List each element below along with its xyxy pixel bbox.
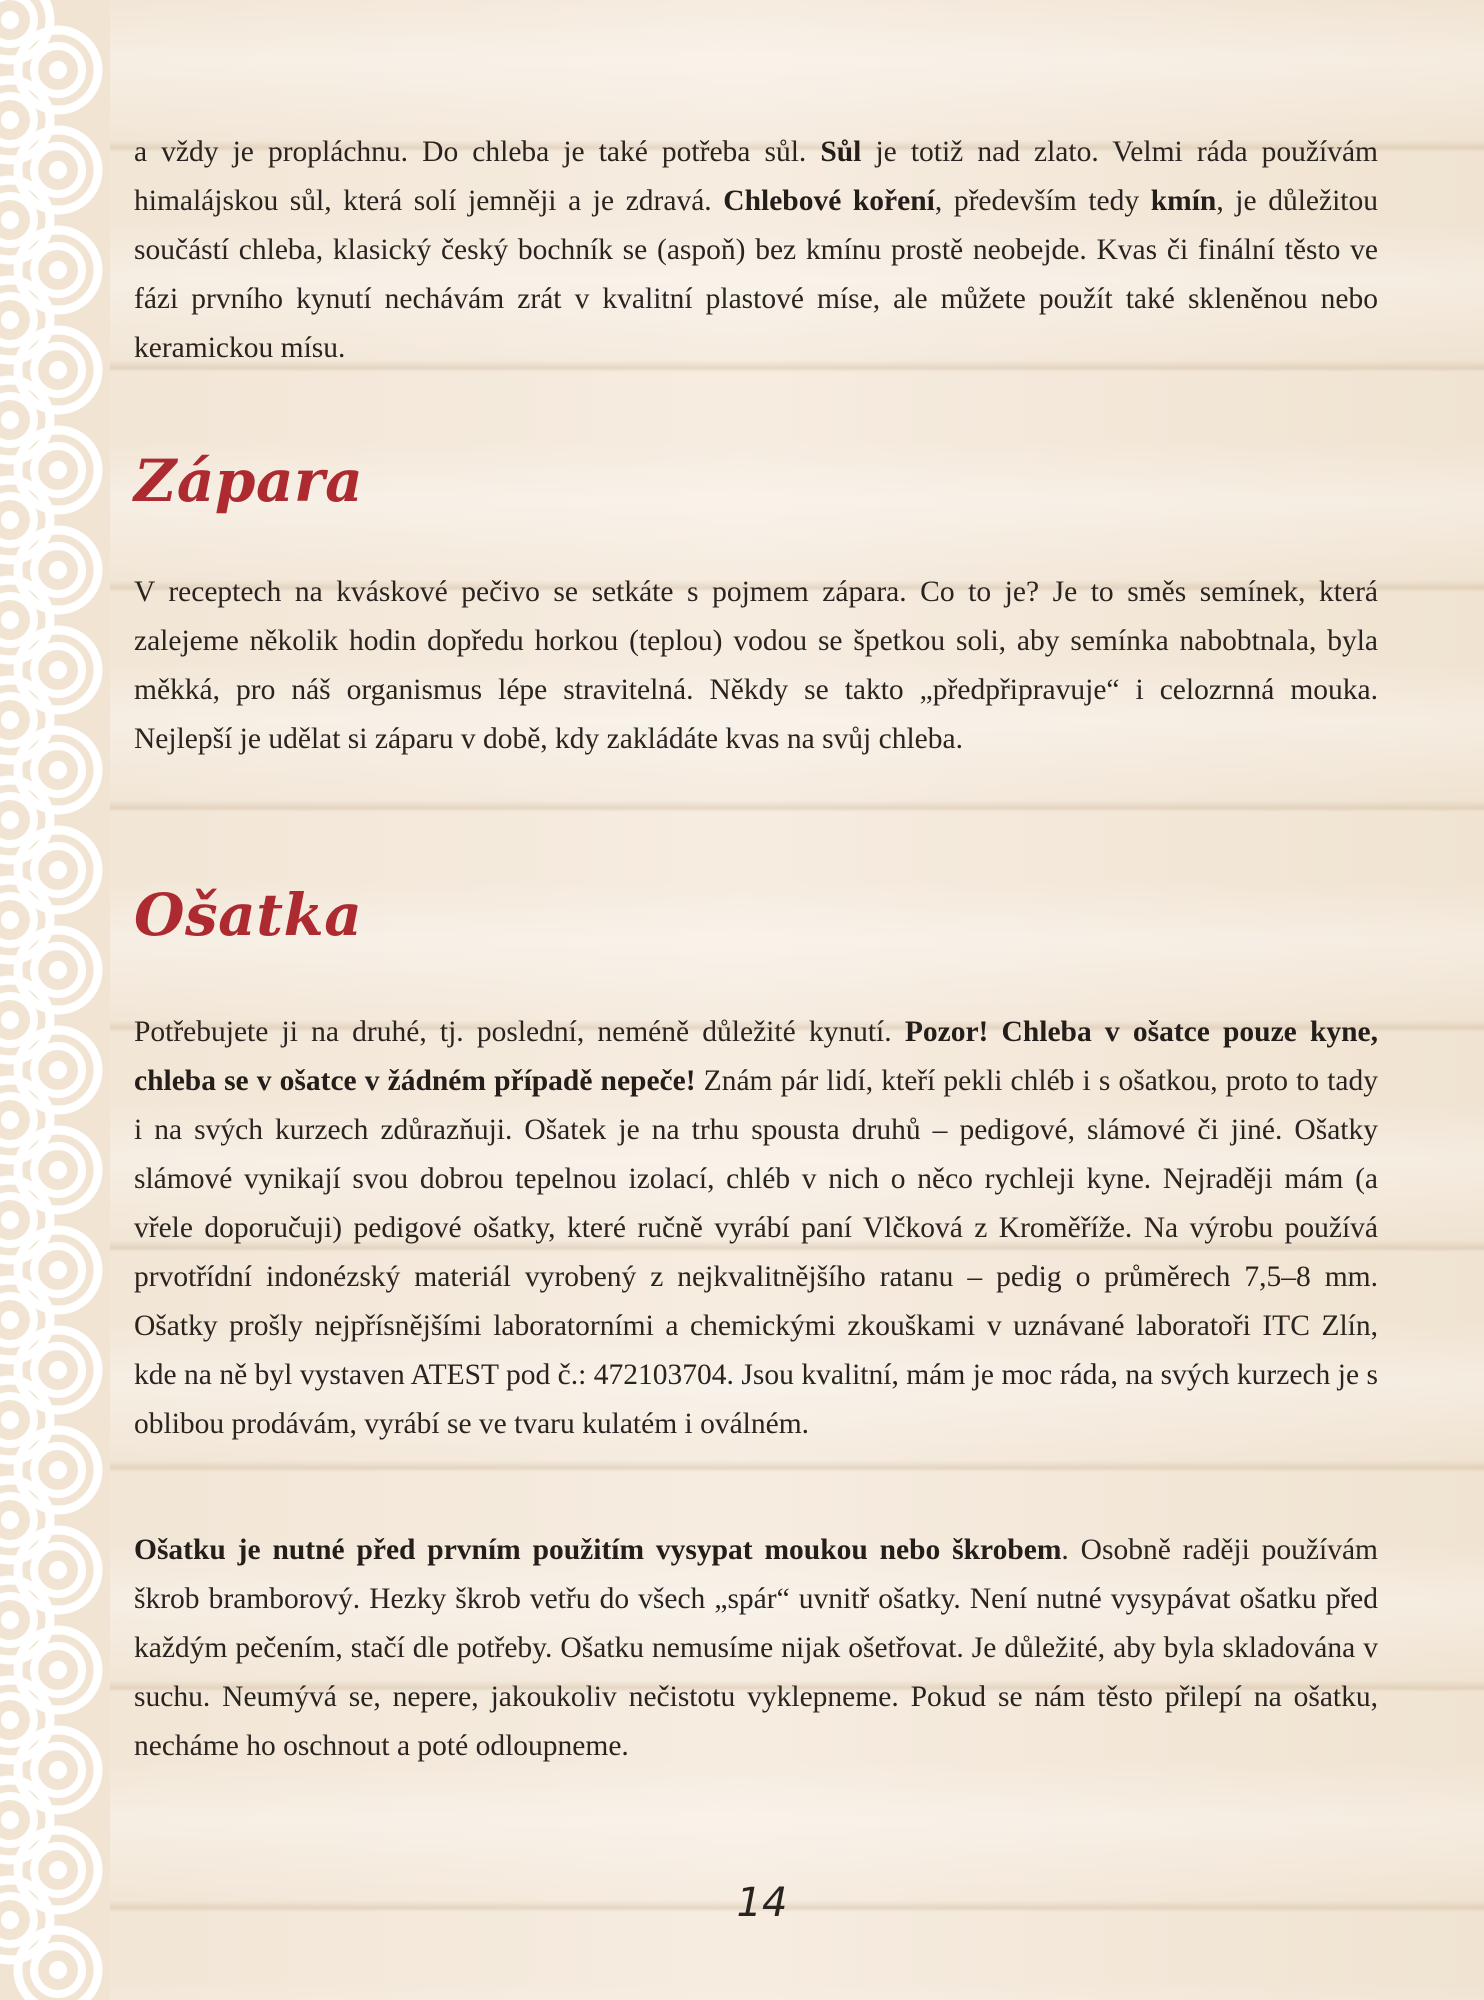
zapara-paragraph: V receptech na kváskové pečivo se setkáte s pojmem zápara. Co to je? Je to směs semínek, která zalejeme několik hodin dopředu horkou (teplou) vodou se špetkou soli, aby semínka nabobtnala, byla měkká, pro náš organismus lépe stravitelná. Někdy se takto „předpřipravuje“ i celozrnná mouka. Nejlepší je udělat si záparu v době, kdy zakládáte kvas na svůj chleba. (134, 576, 1378, 755)
bold-instruction: Ošatku je nutné před prvním použitím vysypat moukou nebo škrobem (134, 1534, 1062, 1566)
bold-term-chlebove-koreni: Chlebové koření (723, 185, 935, 217)
text-run: je totiž nad zlato. Velmi ráda používám himalájskou sůl, která solí jemněji a je zdravá. (134, 136, 1378, 217)
text-run: , především tedy (934, 185, 1151, 217)
intro-paragraph (134, 128, 1378, 373)
text-run: Potřebujete ji na druhé, tj. poslední, neméně důležité kynutí. (134, 1016, 905, 1048)
section-heading-zapara: Zápara (134, 447, 364, 515)
bold-warning: Pozor! Chleba v ošatce pouze kyne, chleba se v ošatce v žádném případě nepeče! (134, 1016, 1378, 1097)
section-heading-osatka: Ošatka (134, 881, 363, 949)
text-run: a vždy je propláchnu. Do chleba je také potřeba sůl. (134, 136, 821, 168)
bold-term-sul: Sůl (820, 136, 862, 168)
text-run: Znám pár lidí, kteří pekli chléb i s ošatkou, proto to tady i na svých kurzech zdůrazňuji. Ošatek je na trhu spousta druhů – pedigové, slámové či jiné. Ošatky slámové vynikají svou dobrou tepelnou izolací, chléb v nich o něco rychleji kyne. Nejraději mám (a vřele doporučuji) pedigové ošatky, které ručně vyrábí paní Vlčková z Kroměříže. Na výrobu používá prvotřídní indonézský materiál vyrobený z nejkvalitnějšího ratanu – pedig o průměrech 7,5–8 mm. Ošatky prošly nejpřísnějšími laboratorními a chemickými zkouškami v uznávané laboratoři ITC Zlín, kde na ně byl vystaven ATEST pod č.: 472103704. Jsou kvalitní, mám je moc ráda, na svých kurzech je s oblibou prodávám, vyrábí se ve tvaru kulatém i oválném. (134, 1065, 1378, 1440)
text-run: , je důležitou součástí chleba, klasický český bochník se (aspoň) bez kmínu prostě neobejde. Kvas či finální těsto ve fázi prvního kynutí nechávám zrát v kvalitní plastové míse, ale můžete použít také skleněnou nebo keramickou mísu. (134, 185, 1378, 364)
text-run: . Osobně raději používám škrob bramborový. Hezky škrob vetřu do všech „spár“ uvnitř ošatky. Není nutné vysypávat ošatku před každým pečením, stačí dle potřeby. Ošatku nemusíme nijak ošetřovat. Je důležité, aby byla skladována v suchu. Neumývá se, nepere, jakoukoliv nečistotu vyklepneme. Pokud se nám těsto přilepí na ošatku, necháme ho oschnout a poté odloupneme. (134, 1534, 1378, 1762)
bold-term-kmin: kmín (1150, 185, 1217, 217)
osatka-paragraph-1 (134, 1008, 1378, 1449)
page-number: 14 (736, 1880, 788, 1926)
decorative-circle-border (0, 0, 110, 2000)
osatka-paragraph-2 (134, 1526, 1378, 1771)
